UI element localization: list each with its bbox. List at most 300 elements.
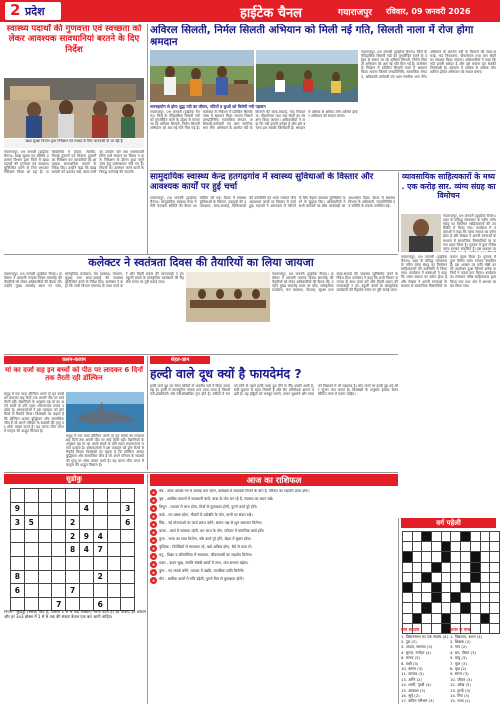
sudoku-grid <box>10 488 135 611</box>
dolphin-photo <box>66 392 144 432</box>
crossword-cell[interactable] <box>403 572 413 582</box>
sudoku-cell: 6 <box>93 597 107 611</box>
sudoku-row <box>11 584 135 598</box>
zodiac-sign-icon: ★ <box>151 570 156 575</box>
crossword-black-cell <box>441 552 451 562</box>
crossword-cell[interactable] <box>412 552 422 562</box>
sudoku-cell <box>38 529 52 543</box>
across-clue: 16. सूर्य (2) <box>401 693 420 699</box>
crossword-grid <box>402 531 500 634</box>
top-story-headline: अविरल सिलती, निर्मल सिलती अभियान को मिली नई गति, सिलती नाला में रोज होगा श्रमदान <box>150 24 474 48</box>
crossword-row <box>403 542 500 552</box>
crossword-cell[interactable] <box>412 582 422 592</box>
crossword-cell[interactable] <box>461 593 471 603</box>
sudoku-cell <box>107 543 121 557</box>
top-story-photo-2 <box>256 50 358 102</box>
kalam-body: समुद्र में एक मादा डॉल्फिन अपने दो मृत बच्चों को लगातार छह दिनों तक अपनी पीठ पर लादे तैरती रही। वैज्ञानिकों के अनुसार यह मां का अपने बच्चों के प्रति गहरा भावनात्मक लगाव दर्शाता है। शोधकर्ताओं ने इस व्यवहार को ड्रोन कैमरे से रिकॉर्ड किया। विशेषज्ञों का कहना है कि डॉल्फिन अत्यंत बुद्धिमान और सामाजिक जीव हैं जो अपने परिवार के सदस्यों की मृत्यु पर शोक व्यक्त करते हैं। यह घटना जीव जगत में मातृत्व की अद्भुत मिसाल है। <box>4 392 64 433</box>
sudoku-cell <box>38 570 52 584</box>
crossword-cell[interactable] <box>441 562 451 572</box>
crossword-cell[interactable] <box>422 613 432 623</box>
inspection-photo <box>4 78 144 138</box>
sudoku-cell <box>107 502 121 516</box>
across-clue: 6. मानव (3) <box>401 655 420 661</box>
crossword-cell[interactable] <box>432 542 442 552</box>
zodiac-sign-icon: ★ <box>151 522 156 527</box>
rashifal-text: मकर - वाहन सुख, संपत्ति संबंधी कार्यों में लाभ, मान-सम्मान बढ़ेगा। <box>159 561 249 565</box>
rashifal-text: धनु - शिक्षा व प्रतियोगिता में सफलता, जीवनसाथी का सहयोग मिलेगा। <box>159 553 253 557</box>
sudoku-cell <box>107 584 121 598</box>
crossword-row <box>403 613 500 623</box>
sudoku-cell <box>107 597 121 611</box>
zodiac-sign-icon: ★ <box>151 514 156 519</box>
crossword-box <box>402 531 500 634</box>
collector-story-body: गयाराजपुर, 09 जनवरी (हाईटेक चैनल)। कलेक्टर ने आगामी गणतंत्र दिवस समारोह की तैयारियों को लेकर अधिकारियों की बैठक ली। उन्होंने मुख्य समारोह स्थल पर परेड, सांस्कृतिक कार्यक्रम, मंच व्यवस्था, पेयजल, सुरक्षा तथा साफ-सफाई की व्यवस्था सुनिश्चित करने के निर्देश दिए। कलेक्टर ने कहा कि सभी विभाग समन्वय के साथ कार्य करें और किसी प्रकार की लापरवाही न हो। स्कूली बच्चों के सांस्कृतिक कार्यक्रमों की रिहर्सल समय पर पूरी कराई जाए। <box>4 272 184 289</box>
crossword-black-cell <box>432 562 442 572</box>
left-story-headline: स्वास्थ्य पदार्थों की गुणवत्ता एवं स्वच्छता को लेकर आवश्यक सावधानियां बरतने के दिए निर्देश <box>6 24 142 55</box>
across-clue: 3. आदत, स्वभाव (3) <box>401 644 433 650</box>
crossword-cell[interactable] <box>422 593 432 603</box>
sudoku-cell <box>11 489 25 503</box>
crossword-cell[interactable] <box>490 562 500 572</box>
crossword-black-cell <box>412 613 422 623</box>
crossword-cell[interactable] <box>461 572 471 582</box>
sudoku-cell <box>121 529 135 543</box>
sudoku-cell <box>66 570 80 584</box>
sudoku-cell <box>121 556 135 570</box>
across-clue: 11. तालाब (3) <box>401 671 424 677</box>
crossword-cell[interactable] <box>432 613 442 623</box>
sudoku-cell <box>38 597 52 611</box>
sudoku-cell <box>121 543 135 557</box>
sudoku-cell <box>24 584 38 598</box>
crossword-black-cell <box>470 572 480 582</box>
sudoku-cell <box>79 489 93 503</box>
rashifal-item <box>150 489 398 496</box>
kalam-body-2: समुद्र में एक मादा डॉल्फिन अपने दो मृत बच्चों को लगातार छह दिनों तक अपनी पीठ पर लादे तैरती रही। वैज्ञानिकों के अनुसार यह मां का अपने बच्चों के प्रति गहरा भावनात्मक लगाव दर्शाता है। शोधकर्ताओं ने इस व्यवहार को ड्रोन कैमरे से रिकॉर्ड किया। विशेषज्ञों का कहना है कि डॉल्फिन अत्यंत बुद्धिमान और सामाजिक जीव हैं जो अपने परिवार के सदस्यों की मृत्यु पर शोक व्यक्त करते हैं। यह घटना जीव जगत में मातृत्व की अद्भुत मिसाल है। <box>66 434 144 467</box>
sudoku-cell: 4 <box>93 529 107 543</box>
crossword-cell[interactable] <box>461 542 471 552</box>
crossword-cell[interactable] <box>412 572 422 582</box>
crossword-row <box>403 532 500 542</box>
down-clue: 15. राजा (2) <box>450 698 471 704</box>
rashifal-text: मेष - आज आपके मन में उत्साह बना रहेगा, कार्यक्षेत्र में सफलता मिलने के योग हैं, परिवार का सहयोग प्राप्त होगा। <box>159 489 310 493</box>
crossword-cell[interactable] <box>441 582 451 592</box>
crossword-black-cell <box>422 572 432 582</box>
crossword-cell[interactable] <box>451 562 461 572</box>
crossword-cell[interactable] <box>432 532 442 542</box>
sudoku-cell <box>93 489 107 503</box>
sudoku-row <box>11 529 135 543</box>
vyang-story-body: गयाराजपुर, 09 जनवरी (हाईटेक चैनल)। शहर के प्रसिद्ध व्यंग्यकार के नवीन व्यंग्य संग्रह का विमोचन साहित्यकारों की उपस्थिति में किया गया। कार्यक्रम में वक्ताओं ने कहा कि व्यंग्य समाज का दर्पण होता है और लेखक ने अपनी रचनाओं के माध्यम से सामाजिक विसंगतियों पर करारा प्रहार किया है। पुस्तक में कुल पैंतीस व्यंग्य रचनाएं संकलित हैं। इस अवसर पर कवि गोष्ठी का भी आयोजन हुआ जिसमें अनेक कवियों ने काव्य पाठ किया। कार्यक्रम का संचालन वरिष्ठ साहित्यकार द्वारा किया गया तथा अंत में आभार व्यक्त किया गया। <box>401 255 496 288</box>
rashifal-list <box>150 489 398 704</box>
crossword-cell[interactable] <box>461 613 471 623</box>
crossword-cell[interactable] <box>480 582 490 592</box>
crossword-cell[interactable] <box>480 552 490 562</box>
rashifal-item <box>150 553 398 560</box>
sudoku-cell <box>38 516 52 530</box>
sudoku-cell: 3 <box>11 516 25 530</box>
crossword-cell[interactable] <box>451 582 461 592</box>
rashifal-item <box>150 561 398 568</box>
down-clue: 1. विद्यालय, शाला (4) <box>450 633 483 639</box>
crossword-cell[interactable] <box>480 542 490 552</box>
edition-city: गयाराजपुर <box>338 8 373 18</box>
top-story-photo <box>150 50 254 102</box>
vyang-story-body-top: गयाराजपुर, 09 जनवरी (हाईटेक चैनल)। शहर के प्रसिद्ध व्यंग्यकार के नवीन व्यंग्य संग्रह का विमोचन साहित्यकारों की उपस्थिति में किया गया। कार्यक्रम में वक्ताओं ने कहा कि व्यंग्य समाज का दर्पण होता है और लेखक ने अपनी रचनाओं के माध्यम से सामाजिक विसंगतियों पर करारा प्रहार किया है। पुस्तक में कुल पैंतीस व्यंग्य रचनाएं संकलित हैं। इस अवसर पर <box>443 214 496 251</box>
sudoku-cell <box>52 529 66 543</box>
crossword-cell[interactable] <box>441 532 451 542</box>
sudoku-cell <box>24 529 38 543</box>
collector-story-photo <box>186 272 270 322</box>
crossword-title: वर्ग पहेली <box>436 519 461 527</box>
page-section: प्रदेश <box>25 5 45 18</box>
down-clue: 14. मित्र (3) <box>450 693 470 699</box>
left-story-body: गयाराजपुर, 09 जनवरी (हाईटेक चैनल)। खाद्य सुरक्षा एवं औषधि प्रशासन विभाग द्वारा जिले में खाद्य पदार्थों की गुणवत्ता एवं स्वच्छता सुनिश्चित करने के लिए लगातार निरीक्षण किया जा रहा है। अधिकारियों ने होटल, रेस्टोरेंट, मिठाई दुकानों एवं किराना दुकानों का निरीक्षण कर व्यापारियों को आवश्यक सावधानियां बरतने के निर्देश दिए। उन्होंने कहा कि खाद्य सामग्री को ढककर रखें, साफ पानी का उपयोग करें तथा एक्सपायरी तिथि वाले सामान का विक्रय न करें। निरीक्षण के दौरान कुछ नमूने जांच हेतु प्रयोगशाला भेजे गए हैं। नियमों का उल्लंघन करने वालों के विरुद्ध कार्रवाई की जाएगी। <box>4 150 144 175</box>
crossword-cell[interactable] <box>432 572 442 582</box>
rashifal-text: कन्या - कार्य में व्यस्तता रहेगी, धन लाभ के योग, परिवार में मांगलिक कार्य होंगे। <box>159 529 265 533</box>
rashifal-item <box>150 497 398 504</box>
sudoku-cell: 9 <box>79 529 93 543</box>
sudoku-cell <box>93 584 107 598</box>
sudoku-cell: 8 <box>66 543 80 557</box>
down-clue: 13. हाथी (3) <box>450 687 471 693</box>
rashifal-item <box>150 569 398 576</box>
down-clue: 7. फूल (3) <box>450 660 467 666</box>
crossword-cell[interactable] <box>490 603 500 613</box>
zodiac-sign-icon: ★ <box>151 490 156 495</box>
top-story-body-right: गयाराजपुर, 09 जनवरी (हाईटेक चैनल)। जिले के ऐतिहासिक सिलती नदी को पुनर्जीवित करने के उद्देश्य से चलाए जा रहे अविरल सिलती, निर्मल सिलती अभियान को अब नई गति मिल गई है। कलेक्टर के निर्देशन में प्रतिदिन सिलती नाला में श्रमदान किया जाएगा जिसमें जनप्रतिनिधि, सामाजिक संगठन, अधिकारी-कर्मचारी एवं आम नागरिक भाग लेंगे। अभियान के अंतर्गत नदी के किनारों की साफ-सफाई, गाद निकालना, पौधारोपण तथा जल स्रोतों का संरक्षण किया जाएगा। अधिकारियों ने कहा कि नदी हमारी धरोहर है और इसे बचाना हम सबकी जिम्मेदारी है। श्रमदान में अधिक से अधिक लोग शामिल होकर अभियान को सफल बनाएं। <box>361 50 496 79</box>
paper-name: हाईटेक चैनल <box>240 6 302 21</box>
crossword-cell[interactable] <box>432 552 442 562</box>
sudoku-cell: 7 <box>93 543 107 557</box>
sudoku-cell: 2 <box>66 529 80 543</box>
crossword-cell[interactable] <box>480 572 490 582</box>
crossword-cell[interactable] <box>422 582 432 592</box>
crossword-row <box>403 603 500 613</box>
crossword-cell[interactable] <box>412 603 422 613</box>
across-clues <box>401 634 448 704</box>
sudoku-cell: 5 <box>24 516 38 530</box>
sudoku-cell: 2 <box>93 570 107 584</box>
sudoku-cell <box>52 516 66 530</box>
crossword-black-cell <box>432 593 442 603</box>
sudoku-title: सुडोकु <box>66 475 82 483</box>
top-story-photo-caption: जनसहयोग से होगा शुद्ध नदी का जीवन, नदियों व कुओं को मिलेगी नयी पहचान <box>150 104 266 109</box>
zodiac-sign-icon: ★ <box>151 530 156 535</box>
zodiac-sign-icon: ★ <box>151 562 156 567</box>
crossword-cell[interactable] <box>451 613 461 623</box>
sudoku-cell <box>93 516 107 530</box>
sudoku-cell <box>38 489 52 503</box>
crossword-cell[interactable] <box>480 562 490 572</box>
left-story-caption: खाद्य सुरक्षा विभाग द्वारा निरीक्षण एवं सफाई के लिए जानकारी दी जा रही है <box>4 139 144 148</box>
across-clue: 13. अग्नि (2) <box>401 676 422 682</box>
crossword-cell[interactable] <box>470 542 480 552</box>
rashifal-text: वृष - आर्थिक मामलों में सावधानी बरतें, यात्रा के योग बन रहे हैं, स्वास्थ्य का ध्यान रखें। <box>159 497 274 501</box>
crossword-cell[interactable] <box>441 572 451 582</box>
sudoku-cell <box>38 584 52 598</box>
sudoku-cell <box>79 556 93 570</box>
sudoku-cell <box>66 502 80 516</box>
crossword-row <box>403 562 500 572</box>
zodiac-sign-icon: ★ <box>151 506 156 511</box>
sudoku-row <box>11 570 135 584</box>
crossword-black-cell <box>422 532 432 542</box>
crossword-black-cell <box>480 613 490 623</box>
rashifal-item <box>150 513 398 520</box>
sudoku-cell <box>79 516 93 530</box>
left-story-photo <box>4 78 144 138</box>
sudoku-cell <box>24 489 38 503</box>
kalam-kicker: कलम-कलाम <box>4 356 144 364</box>
crossword-cell[interactable] <box>441 593 451 603</box>
sudoku-cell <box>93 556 107 570</box>
rashifal-item <box>150 577 398 584</box>
crossword-cell[interactable] <box>422 562 432 572</box>
rashifal-item <box>150 537 398 544</box>
rashifal-text: मिथुन - व्यापार में लाभ होगा, मित्रों से मुलाकात होगी, पुराने कार्य पूरे होंगे। <box>159 505 258 509</box>
crossword-cell[interactable] <box>422 542 432 552</box>
page-number-box <box>5 2 61 20</box>
sudoku-box <box>10 488 135 611</box>
crossword-cell[interactable] <box>490 593 500 603</box>
crossword-cell[interactable] <box>480 593 490 603</box>
across-clue: 2. दूध (2) <box>401 639 417 644</box>
crossword-cell[interactable] <box>451 552 461 562</box>
sudoku-cell: 3 <box>121 502 135 516</box>
crossword-cell[interactable] <box>461 552 471 562</box>
sudoku-row <box>11 516 135 530</box>
crossword-black-cell <box>470 552 480 562</box>
sudoku-cell <box>121 597 135 611</box>
down-clues <box>450 634 496 704</box>
sudoku-cell <box>24 597 38 611</box>
crossword-cell[interactable] <box>490 552 500 562</box>
crossword-cell[interactable] <box>403 603 413 613</box>
crossword-cell[interactable] <box>470 582 480 592</box>
down-clue: 9. सागर (3) <box>450 671 469 677</box>
sudoku-cell: 4 <box>79 502 93 516</box>
crossword-black-cell <box>461 582 471 592</box>
crossword-row <box>403 552 500 562</box>
sudoku-cell: 9 <box>11 502 25 516</box>
sudoku-row <box>11 489 135 503</box>
crossword-cell[interactable] <box>490 582 500 592</box>
page-number: 2 <box>10 1 21 19</box>
crossword-black-cell <box>461 532 471 542</box>
crossword-black-cell <box>470 562 480 572</box>
down-clue: 12. आँख (3) <box>450 682 471 688</box>
crossword-cell[interactable] <box>470 532 480 542</box>
across-clue: 1. विधानसभा का एक सदस्य (4) <box>401 633 448 639</box>
crossword-cell[interactable] <box>451 603 461 613</box>
sudoku-title-bar <box>4 474 144 484</box>
vyang-story-headline: व्यावसायिक साहित्यकारों के मध्य . एक करोड़ सार. व्यंग्य संग्रह का विमोचन <box>401 172 496 201</box>
rashifal-item <box>150 529 398 536</box>
top-story-body-left: गयाराजपुर, 09 जनवरी (हाईटेक चैनल)। जिले के ऐतिहासिक सिलती नदी को पुनर्जीवित करने के उद्देश्य से चलाए जा रहे अविरल सिलती, निर्मल सिलती अभियान को अब नई गति मिल गई है। कलेक्टर के निर्देशन में प्रतिदिन सिलती नाला में श्रमदान किया जाएगा जिसमें जनप्रतिनिधि, सामाजिक संगठन, अधिकारी-कर्मचारी एवं आम नागरिक भाग लेंगे। अभियान के अंतर्गत नदी के किनारों की साफ-सफाई, गाद निकालना, पौधारोपण तथा जल स्रोतों का संरक्षण किया जाएगा। अधिकारियों ने कहा कि नदी हमारी धरोहर है और इसे बचाना हम सबकी जिम्मेदारी है। श्रमदान में अधिक से अधिक लोग शामिल होकर अभियान को सफल बनाएं। <box>150 110 358 131</box>
rashifal-item <box>150 521 398 528</box>
sudoku-cell <box>121 570 135 584</box>
sudoku-row <box>11 556 135 570</box>
rashifal-text: कर्क - मन प्रसन्न रहेगा, नौकरी में पदोन्नति के योग, वाणी पर संयम रखें। <box>159 513 253 517</box>
sudoku-rules: नियम:- सुडोकु (9x9) ग्रिड है, जिसमें 1 से 9 तक संख्याएं भरनी होती हैं। हर पंक्ति, हर कॉलम और हर 3x3 बॉक्स में 1 से 9 तक की संख्या केवल एक बार आनी चाहिए। <box>4 610 146 619</box>
crossword-clues <box>401 628 496 704</box>
rashifal-item <box>150 545 398 552</box>
zodiac-sign-icon: ★ <box>151 538 156 543</box>
author-photo <box>401 214 441 252</box>
crossword-cell[interactable] <box>441 603 451 613</box>
crossword-black-cell <box>403 552 413 562</box>
crossword-cell[interactable] <box>422 552 432 562</box>
crossword-cell[interactable] <box>451 542 461 552</box>
crossword-cell[interactable] <box>451 532 461 542</box>
rashifal-text: तुला - भाग्य का साथ मिलेगा, रुके कार्य पूरे होंगे, सेहत में सुधार होगा। <box>159 537 252 541</box>
across-clue: 17. कठिन परिश्रम (3) <box>401 698 434 704</box>
sudoku-cell: 4 <box>79 543 93 557</box>
zodiac-sign-icon: ★ <box>151 546 156 551</box>
sudoku-cell <box>52 570 66 584</box>
crossword-cell[interactable] <box>403 593 413 603</box>
zodiac-sign-icon: ★ <box>151 578 156 583</box>
health-story-headline: सामुदायिक स्वास्थ्य केन्द्र हतगढ़गांव में स्वास्थ्य सुविधाओं के विस्तार और आवश्यक कार्यों पर हुई चर्चा <box>150 172 374 193</box>
down-title: ऊपर से नीचे <box>450 628 471 633</box>
down-clue: 5. वायु (3) <box>450 655 467 661</box>
down-clue: 10. जीवन (3) <box>450 676 472 682</box>
crossword-row <box>403 593 500 603</box>
across-clue: 14. धरती, पृथ्वी (4) <box>401 682 431 688</box>
crossword-cell[interactable] <box>490 542 500 552</box>
sudoku-cell <box>121 584 135 598</box>
crossword-title-bar <box>401 518 496 528</box>
rashifal-item <box>150 505 398 512</box>
sudoku-cell: 6 <box>11 584 25 598</box>
sudoku-cell <box>11 597 25 611</box>
sudoku-cell <box>24 502 38 516</box>
sudoku-cell <box>11 556 25 570</box>
vyang-story-photo <box>401 214 441 252</box>
sudoku-cell: 8 <box>11 570 25 584</box>
sudoku-cell <box>79 570 93 584</box>
sudoku-cell <box>52 543 66 557</box>
sudoku-cell <box>52 556 66 570</box>
sudoku-cell: 6 <box>121 516 135 530</box>
down-clue: 3. गाय (2) <box>450 644 467 650</box>
milk-headline: हल्दी वाले दूध क्यों है फायदेमंद ? <box>150 366 302 381</box>
crossword-row <box>403 582 500 592</box>
sudoku-cell <box>107 529 121 543</box>
crossword-cell[interactable] <box>470 593 480 603</box>
crossword-cell[interactable] <box>490 572 500 582</box>
sudoku-cell <box>38 543 52 557</box>
sudoku-cell <box>52 584 66 598</box>
sudoku-cell <box>24 543 38 557</box>
sudoku-cell <box>107 556 121 570</box>
crossword-cell[interactable] <box>412 542 422 552</box>
sudoku-row <box>11 597 135 611</box>
crossword-row <box>403 572 500 582</box>
crossword-cell[interactable] <box>432 603 442 613</box>
sudoku-row <box>11 543 135 557</box>
sudoku-cell <box>66 489 80 503</box>
crossword-black-cell <box>451 593 461 603</box>
health-story-body: गयाराजपुर, 09 जनवरी (हाईटेक चैनल)। सामुदायिक स्वास्थ्य केन्द्र में रोगी कल्याण समिति की बैठक आयोजित की गई। बैठक में स्वास्थ्य सुविधाओं के विस्तार, दवाइयों की उपलब्धता, साफ-सफाई, चिकित्सकों की उपस्थिति एवं भवन मरम्मत जैसे आवश्यक कार्यों पर विस्तार से चर्चा हुई। सदस्यों ने अस्पताल में मरीजों के लिए बेहतर व्यवस्था सुनिश्चित करने के सुझाव दिए। अधिकारियों ने सभी प्रस्तावों पर शीघ्र कार्यवाही का आश्वासन दिया। बैठक में स्वास्थ्य विभाग के अधिकारी, जनप्रतिनिधि एवं समिति के सदस्य उपस्थित रहे। <box>150 196 395 209</box>
sudoku-cell: 7 <box>52 597 66 611</box>
crossword-cell[interactable] <box>412 562 422 572</box>
crossword-cell[interactable] <box>490 532 500 542</box>
crossword-cell[interactable] <box>403 542 413 552</box>
sudoku-cell <box>66 556 80 570</box>
crossword-cell[interactable] <box>480 532 490 542</box>
crossword-cell[interactable] <box>470 603 480 613</box>
sudoku-cell <box>52 489 66 503</box>
sudoku-cell <box>107 570 121 584</box>
crossword-black-cell <box>461 603 471 613</box>
river-photo <box>256 50 358 102</box>
crossword-black-cell <box>432 582 442 592</box>
across-title: बायें से दायें <box>401 628 420 633</box>
sudoku-cell <box>79 597 93 611</box>
milk-kicker: सेहत-ज्ञान <box>150 356 210 364</box>
crossword-cell[interactable] <box>470 613 480 623</box>
down-clue: 4. धन, दौलत (3) <box>450 649 477 655</box>
meeting-photo <box>186 272 270 322</box>
crossword-cell[interactable] <box>403 532 413 542</box>
crossword-cell[interactable] <box>412 593 422 603</box>
milk-body: हल्दी वाले दूध का सेवन सदियों से भारतीय घरों में किया जाता रहा है। हल्दी में करक्यूमिन नामक तत्व पाया जाता है जिसमें एंटी-इंफ्लेमेटरी और एंटीऑक्सीडेंट गुण होते हैं। सर्दियों में रात को सोने से पहले हल्दी वाला दूध पीने से नींद अच्छी आती है, सर्दी-जुकाम से राहत मिलती है और रोग प्रतिरोधक क्षमता बढ़ती है। यह हड्डियों को मजबूत बनाने, पाचन सुधारने और त्वचा को निखारने में भी सहायक है। चोट लगने पर हल्दी दूध दर्द और सूजन कम करता है। विशेषज्ञों के अनुसार इसका सेवन सीमित मात्रा में करना चाहिए। <box>150 384 398 397</box>
crossword-black-cell <box>441 613 451 623</box>
crossword-cell[interactable] <box>461 562 471 572</box>
sudoku-cell <box>93 502 107 516</box>
down-clue: 8. वृक्ष (2) <box>450 666 467 672</box>
sudoku-cell <box>38 556 52 570</box>
sudoku-cell <box>24 556 38 570</box>
sudoku-cell <box>24 570 38 584</box>
crossword-cell[interactable] <box>403 562 413 572</box>
sudoku-cell <box>79 584 93 598</box>
sudoku-cell: 7 <box>66 584 80 598</box>
crossword-cell[interactable] <box>480 603 490 613</box>
edition-date: रविवार, 09 जनवरी 2026 <box>386 7 471 16</box>
across-clue: 10. कमल (3) <box>401 666 423 672</box>
rashifal-text: सिंह - नई योजनाओं पर कार्य प्रारंभ करेंगे, संतान पक्ष से शुभ समाचार मिलेगा। <box>159 521 263 525</box>
rashifal-text: मीन - धार्मिक कार्यों में रुचि बढ़ेगी, पुराने मित्र से मुलाकात होगी। <box>159 577 244 581</box>
sudoku-cell <box>52 502 66 516</box>
sudoku-cell <box>38 502 52 516</box>
sudoku-cell <box>107 516 121 530</box>
crossword-cell[interactable] <box>451 572 461 582</box>
crossword-cell[interactable] <box>403 613 413 623</box>
sudoku-cell <box>11 529 25 543</box>
crossword-cell[interactable] <box>490 613 500 623</box>
down-clue: 2. शिक्षक (2) <box>450 639 471 644</box>
kalam-photo <box>66 392 144 432</box>
rashifal-text: वृश्चिक - विरोधियों से सावधान रहें, खर्च अधिक होगा, धैर्य से काम लें। <box>159 545 252 549</box>
zodiac-sign-icon: ★ <box>151 498 156 503</box>
across-clue: 15. आकाश (3) <box>401 687 426 693</box>
sudoku-cell <box>121 489 135 503</box>
collector-story-body-2: गयाराजपुर, 09 जनवरी (हाईटेक चैनल)। कलेक्टर ने आगामी गणतंत्र दिवस समारोह की तैयारियों को लेकर अधिकारियों की बैठक ली। उन्होंने मुख्य समारोह स्थल पर परेड, सांस्कृतिक कार्यक्रम, मंच व्यवस्था, पेयजल, सुरक्षा तथा साफ-सफाई की व्यवस्था सुनिश्चित करने के निर्देश दिए। कलेक्टर ने कहा कि सभी विभाग समन्वय के साथ कार्य करें और किसी प्रकार की लापरवाही न हो। स्कूली बच्चों के सांस्कृतिक कार्यक्रमों की रिहर्सल समय पर पूरी कराई जाए। <box>272 272 398 293</box>
crossword-cell[interactable] <box>412 532 422 542</box>
sudoku-cell <box>11 543 25 557</box>
zodiac-sign-icon: ★ <box>151 554 156 559</box>
sudoku-cell: 2 <box>66 516 80 530</box>
crossword-black-cell <box>441 542 451 552</box>
sudoku-cell <box>66 597 80 611</box>
masthead <box>0 0 500 22</box>
kalam-headline: मां का दर्जा सह इन बच्चों को पीठ पर लादकर 6 दिनों तक तैरती रही डॉल्फिन <box>5 366 143 383</box>
shramdan-photo <box>150 50 254 102</box>
rashifal-title-bar <box>150 474 398 486</box>
